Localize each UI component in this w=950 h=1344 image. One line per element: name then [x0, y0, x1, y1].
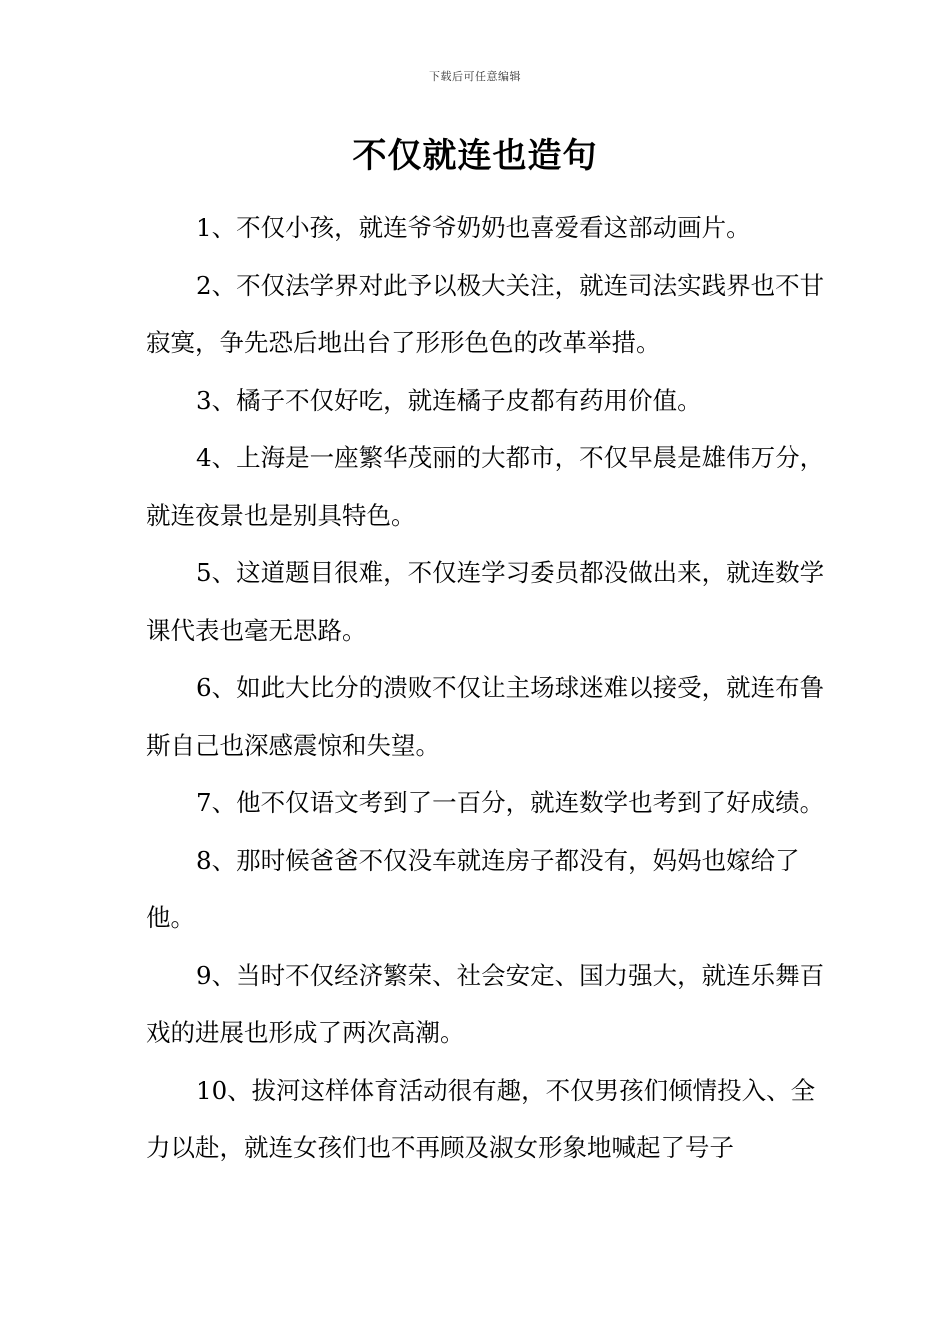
header-note: 下载后可任意编辑	[429, 70, 521, 83]
sentence-paragraph: 9、当时不仅经济繁荣、社会安定、国力强大，就连乐舞百戏的进展也形成了两次高潮。	[146, 960, 825, 1047]
sentence-paragraph: 8、那时候爸爸不仅没车就连房子都没有，妈妈也嫁给了他。	[146, 845, 800, 932]
sentence-paragraph: 2、不仅法学界对此予以极大关注，就连司法实践界也不甘寂寞，争先恐后地出台了形形色色的改革举措。	[146, 270, 825, 357]
sentence-paragraph: 3、橘子不仅好吃，就连橘子皮都有药用价值。	[196, 385, 702, 415]
sentence-paragraph: 10、拔河这样体育活动很有趣，不仅男孩们倾情投入、全力以赴，就连女孩们也不再顾及淑女形象地喊起了号子	[146, 1075, 816, 1162]
sentence-paragraph: 4、上海是一座繁华茂丽的大都市，不仅早晨是雄伟万分，就连夜景也是别具特色。	[146, 443, 825, 530]
sentence-paragraph: 5、这道题目很难，不仅连学习委员都没做出来，就连数学课代表也毫无思路。	[146, 558, 825, 645]
page-title: 不仅就连也造句	[352, 136, 598, 176]
sentence-paragraph: 7、他不仅语文考到了一百分，就连数学也考到了好成绩。	[196, 788, 825, 817]
sentence-paragraph: 6、如此大比分的溃败不仅让主场球迷难以接受，就连布鲁斯自己也深感震惊和失望。	[146, 673, 825, 760]
sentence-paragraph: 1、不仅小孩，就连爷爷奶奶也喜爱看这部动画片。	[196, 213, 751, 242]
document-body	[146, 199, 826, 1177]
